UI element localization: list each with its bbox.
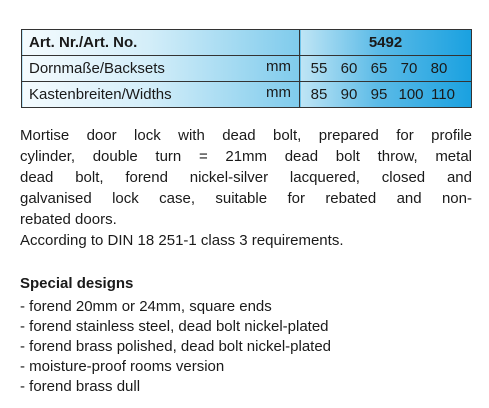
product-description: [20, 125, 472, 251]
special-designs-list: [20, 297, 331, 397]
special-designs-title: Special designs: [20, 275, 134, 292]
widths-values: [300, 82, 472, 108]
article-number-value: 5492: [300, 30, 472, 56]
widths-label: Kastenbreiten/Widths: [29, 85, 172, 103]
backset-value: 65: [370, 59, 388, 77]
backset-value: 60: [340, 59, 358, 77]
widths-unit: mm: [266, 84, 291, 101]
width-value: 110: [431, 85, 455, 103]
width-value: 95: [370, 85, 388, 103]
spec-header-row: [22, 30, 472, 56]
special-design-item: - forend brass polished, dead bolt nickel-plated: [20, 338, 332, 355]
description-line: galvanised lock case, suitable for rebated and non-: [20, 190, 472, 207]
backset-value: 55: [310, 59, 328, 77]
widths-label-cell: [22, 82, 300, 108]
description-line: According to DIN 18 251-1 class 3 requirements.: [20, 232, 344, 249]
backsets-values: [300, 56, 472, 82]
special-design-item: - forend 20mm or 24mm, square ends: [20, 298, 272, 315]
backset-value: 80: [430, 59, 448, 77]
widths-row: [22, 82, 472, 108]
backsets-unit: mm: [266, 58, 291, 75]
spec-table: [21, 29, 472, 108]
backsets-label-cell: [22, 56, 300, 82]
backsets-row: [22, 56, 472, 82]
description-line: Mortise door lock with dead bolt, prepared for profile: [20, 127, 472, 144]
description-line: cylinder, double turn = 21mm dead bolt throw, metal: [20, 148, 472, 165]
width-value: 100: [398, 85, 424, 103]
special-design-item: - moisture-proof rooms version: [20, 358, 225, 375]
description-line: rebated doors.: [20, 211, 117, 228]
article-number-label: Art. Nr./Art. No.: [22, 30, 300, 56]
width-value: 85: [310, 85, 328, 103]
backsets-label: Dornmaße/Backsets: [29, 59, 165, 77]
width-value: 90: [340, 85, 358, 103]
special-design-item: - forend stainless steel, dead bolt nickel-plated: [20, 318, 329, 335]
backset-value: 70: [400, 59, 418, 77]
special-design-item: - forend brass dull: [20, 378, 141, 395]
description-line: dead bolt, forend nickel-silver lacquered, closed and: [20, 169, 472, 186]
